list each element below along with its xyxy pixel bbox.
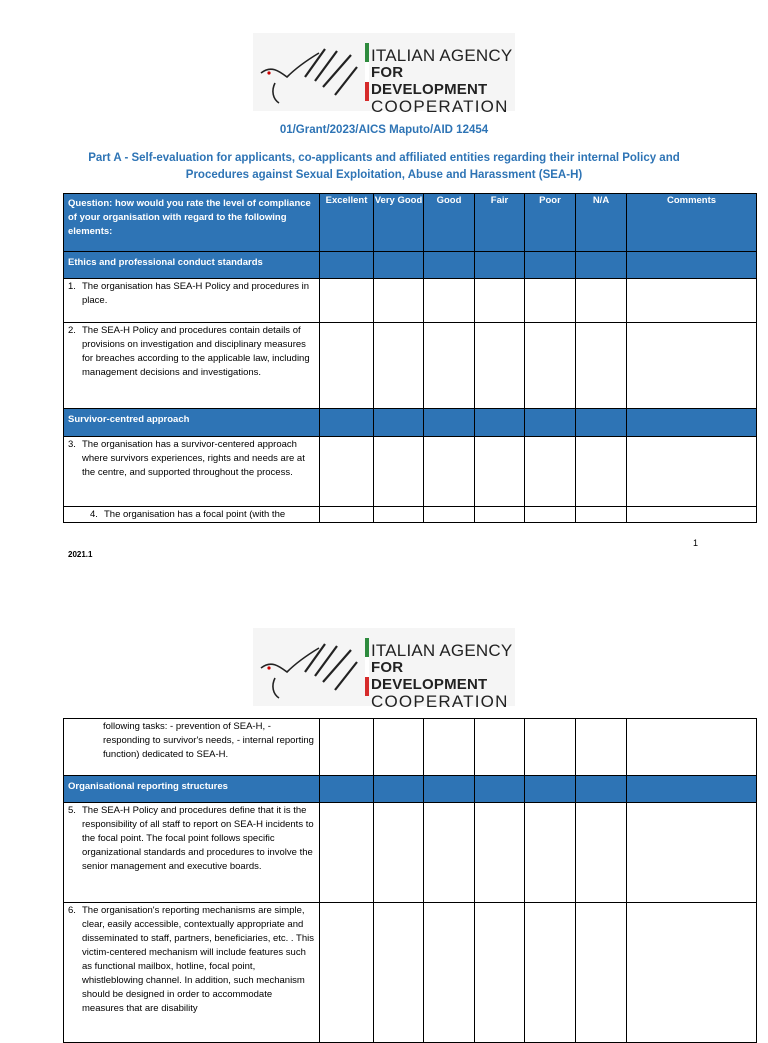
grant-reference: 01/Grant/2023/AICS Maputo/AID 12454 — [279, 124, 489, 136]
section-row-ethics — [64, 252, 757, 279]
table-row: 1. The organisation has SEA-H Policy and procedures in place. — [64, 279, 757, 323]
col-poor: Poor — [525, 194, 576, 252]
rating-cell[interactable] — [424, 507, 475, 523]
logo-line-3: COOPERATION — [371, 97, 509, 116]
question-text: The SEA-H Policy and procedures contain details of provisions on investigation and disciplinary measures for breaches according to the applicable law, including management decisions and investigations. — [82, 325, 310, 378]
rating-cell[interactable] — [475, 803, 525, 903]
rating-cell[interactable] — [525, 903, 576, 1043]
rating-cell[interactable] — [475, 323, 525, 409]
logo-line-1: ITALIAN AGENCY — [371, 641, 513, 660]
section-label: Ethics and professional conduct standards — [64, 252, 320, 279]
rating-cell[interactable] — [320, 437, 374, 507]
col-excellent: Excellent — [320, 194, 374, 252]
rating-cell[interactable] — [374, 437, 424, 507]
table-row: 6. The organisation's reporting mechanisms are simple, clear, easily accessible, contextually appropriate and disseminated to staff, partners, beneficiaries, etc. . This victim-centered mechanism will include features such as functional mailbox, hotline, focal point, whistleblowing channel. In addition, such mechanism should be designed in order to accommodate measures that are disability — [64, 903, 757, 1043]
section-label: Survivor-centred approach — [64, 409, 320, 437]
rating-cell[interactable] — [525, 507, 576, 523]
rating-cell[interactable] — [320, 323, 374, 409]
rating-cell[interactable] — [576, 803, 627, 903]
table-header-row — [64, 194, 757, 252]
logo-line-2: FOR DEVELOPMENT — [371, 64, 488, 98]
comments-cell[interactable] — [627, 507, 757, 523]
page-number: 1 — [693, 538, 699, 548]
logo-line-3: COOPERATION — [371, 692, 509, 711]
rating-cell[interactable] — [576, 279, 627, 323]
header-question: Question: how would you rate the level of compliance of your organisation with regard to the following elements: — [64, 194, 320, 252]
rating-cell[interactable] — [374, 903, 424, 1043]
rating-cell[interactable] — [576, 719, 627, 776]
rating-cell[interactable] — [525, 279, 576, 323]
question-text: The organisation has a focal point (with the — [104, 509, 286, 520]
logo-line-2: FOR DEVELOPMENT — [371, 659, 488, 693]
table-row: 5. The SEA-H Policy and procedures define that it is the responsibility of all staff to report on SEA-H incidents to the focal point. The focal point follows specific organizational standards and procedures to involve the senior management and executive boards. — [64, 803, 757, 903]
rating-cell[interactable] — [475, 903, 525, 1043]
rating-cell[interactable] — [374, 507, 424, 523]
question-text: The organisation's reporting mechanisms are simple, clear, easily accessible, contextually appropriate and disseminated to staff, partners, beneficiaries, etc. . This victim-centered mechanism will include features such as functional mailbox, hotline, focal point, whistleblowing channel. In addition, such mechanism should be designed in order to accommodate measures that are disability — [82, 905, 314, 1014]
rating-cell[interactable] — [320, 903, 374, 1043]
question-text: The organisation has SEA-H Policy and procedures in place. — [82, 281, 310, 306]
rating-cell[interactable] — [374, 279, 424, 323]
rating-cell[interactable] — [320, 719, 374, 776]
rating-cell[interactable] — [320, 803, 374, 903]
rating-cell[interactable] — [374, 803, 424, 903]
rating-cell[interactable] — [475, 719, 525, 776]
rating-cell[interactable] — [320, 507, 374, 523]
dove-icon — [257, 43, 363, 105]
rating-cell[interactable] — [424, 903, 475, 1043]
col-fair: Fair — [475, 194, 525, 252]
col-na: N/A — [576, 194, 627, 252]
section-row-reporting — [64, 776, 757, 803]
comments-cell[interactable] — [627, 719, 757, 776]
question-text: following tasks: - prevention of SEA-H, - responding to survivor's needs, - internal reporting function) dedicated to SEA-H. — [103, 721, 314, 760]
rating-cell[interactable] — [424, 803, 475, 903]
agency-logo — [253, 33, 515, 116]
rating-cell[interactable] — [576, 507, 627, 523]
rating-cell[interactable] — [424, 279, 475, 323]
section-row-survivor — [64, 409, 757, 437]
version-footer: 2021.1 — [68, 550, 93, 559]
comments-cell[interactable] — [627, 903, 757, 1043]
rating-cell[interactable] — [424, 437, 475, 507]
table-row: 4. The organisation has a focal point (with the — [64, 507, 757, 523]
dove-icon — [257, 638, 363, 700]
comments-cell[interactable] — [627, 437, 757, 507]
col-good: Good — [424, 194, 475, 252]
italian-flag-stripe — [365, 638, 369, 696]
rating-cell[interactable] — [576, 437, 627, 507]
rating-cell[interactable] — [374, 323, 424, 409]
comments-cell[interactable] — [627, 279, 757, 323]
part-a-title: Part A - Self-evaluation for applicants, co-applicants and affiliated entities regarding their internal Policy and Procedures against Sexual Exploitation, Abuse and Harassment (SEA-H) — [88, 152, 680, 181]
question-text: The organisation has a survivor-centered approach where survivors experiences, rights and needs are at the centre, and supported throughout the process. — [82, 439, 305, 478]
rating-cell[interactable] — [525, 803, 576, 903]
rating-cell[interactable] — [374, 719, 424, 776]
logo-line-1: ITALIAN AGENCY — [371, 46, 513, 65]
italian-flag-stripe — [365, 43, 369, 101]
table-row — [64, 719, 757, 776]
table-row: 2. The SEA-H Policy and procedures contain details of provisions on investigation and disciplinary measures for breaches according to the applicable law, including management decisions and investigations. — [64, 323, 757, 409]
self-evaluation-table — [63, 193, 757, 523]
self-evaluation-table-continued — [63, 718, 757, 1043]
comments-cell[interactable] — [627, 323, 757, 409]
section-label: Organisational reporting structures — [64, 776, 320, 803]
rating-cell[interactable] — [475, 437, 525, 507]
rating-cell[interactable] — [424, 719, 475, 776]
rating-cell[interactable] — [475, 279, 525, 323]
rating-cell[interactable] — [576, 903, 627, 1043]
agency-logo — [253, 628, 515, 711]
rating-cell[interactable] — [424, 323, 475, 409]
rating-cell[interactable] — [525, 437, 576, 507]
comments-cell[interactable] — [627, 803, 757, 903]
rating-cell[interactable] — [475, 507, 525, 523]
table-row: 3. The organisation has a survivor-centered approach where survivors experiences, rights and needs are at the centre, and supported throughout the process. — [64, 437, 757, 507]
rating-cell[interactable] — [525, 323, 576, 409]
rating-cell[interactable] — [525, 719, 576, 776]
rating-cell[interactable] — [576, 323, 627, 409]
col-very-good: Very Good — [374, 194, 424, 252]
question-text: The SEA-H Policy and procedures define that it is the responsibility of all staff to report on SEA-H incidents to the focal point. The focal point follows specific organizational standards and procedures to involve the senior management and executive boards. — [82, 805, 314, 872]
col-comments: Comments — [627, 194, 757, 252]
rating-cell[interactable] — [320, 279, 374, 323]
